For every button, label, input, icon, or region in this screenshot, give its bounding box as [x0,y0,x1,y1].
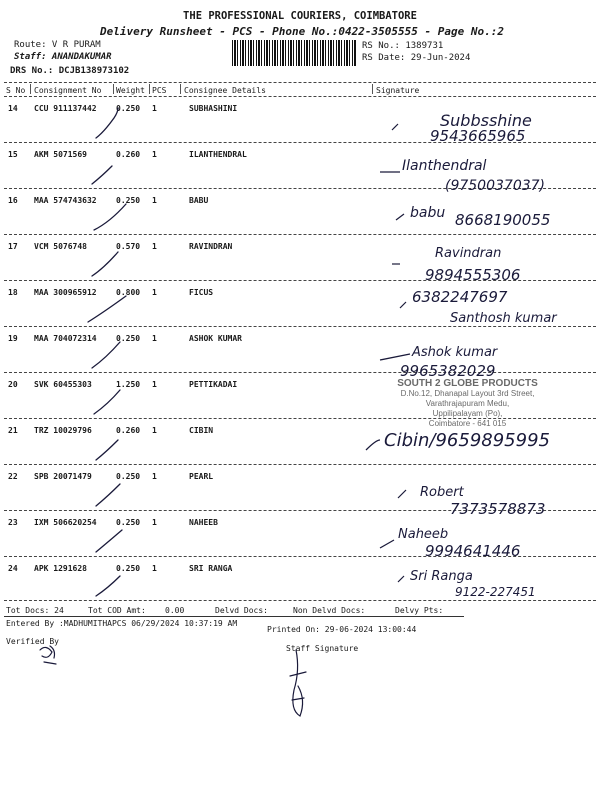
signature-15-phone: (9750037037) [445,178,545,194]
row-weight: 0.570 [116,242,141,251]
row-sno: 15 [8,150,18,159]
total-docs: Tot Docs: 24 [6,606,64,615]
signature-22-phone: 7373578873 [450,500,546,518]
row-sno: 24 [8,564,18,573]
row-pcs: 1 [152,104,157,113]
row-weight: 0.250 [116,196,141,205]
col-consignee: Consignee Details [184,86,266,95]
staff-signature [290,650,306,716]
signature-17-name: Ravindran [435,246,502,261]
signature-18-name: Santhosh kumar [450,311,557,326]
row-weight: 0.260 [116,426,141,435]
drs-number: DRS No.: DCJB138973102 [10,66,130,76]
row-pcs: 1 [152,288,157,297]
signature-14-name: Subbsshine [440,111,532,130]
row-consignment: MAA 574743632 [34,196,97,205]
row-consignment: APK 1291628 [34,564,87,573]
signature-18-phone: 6382247697 [412,288,508,306]
row-weight: 0.250 [116,334,141,343]
row-consignee: RAVINDRAN [189,242,233,251]
row-pcs: 1 [152,426,157,435]
row-consignee: CIBIN [189,426,214,435]
row-consignment: TRZ 10029796 [34,426,92,435]
row-consignee: FICUS [189,288,214,297]
signature-19-name: Ashok kumar [412,345,498,360]
row-weight: 0.250 [116,104,141,113]
row-sno: 14 [8,104,18,113]
row-consignee: BABU [189,196,209,205]
rs-date: RS Date: 29-Jun-2024 [362,53,471,63]
row-consignee: SRI RANGA [189,564,233,573]
signature-19-phone: 9965382029 [400,362,496,380]
row-weight: 0.250 [116,564,141,573]
row-consignment: SPB 20071479 [34,472,92,481]
row-consignment: MAA 704072314 [34,334,97,343]
verifier-signature [40,646,56,664]
delivery-points: Delvy Pts: [395,606,444,615]
row-sno: 17 [8,242,18,251]
runsheet-title: Delivery Runsheet - PCS - Phone No.:0422-3505555 - Page No.:2 [100,25,504,38]
row-weight: 0.260 [116,150,141,159]
row-consignment: IXM 506620254 [34,518,97,527]
verified-by-label: Verified By [6,637,59,646]
col-weight: Weight [116,86,145,95]
row-sno: 23 [8,518,18,527]
row-consignee: NAHEEB [189,518,218,527]
row-consignee: SUBHASHINI [189,104,238,113]
signature-24-phone: 9122-227451 [455,585,536,599]
row-consignment: SVK 60455303 [34,380,92,389]
row-sno: 20 [8,380,18,389]
signature-16-phone: 8668190055 [455,211,551,229]
row-sno: 21 [8,426,18,435]
non-delivered-docs: Non Delvd Docs: [293,606,366,615]
stamp-line: D.No.12, Dhanapal Layout 3rd Street, [400,389,535,398]
row-pcs: 1 [152,380,157,389]
stamp-line: Coimbatore - 641 015 [428,419,507,428]
row-pcs: 1 [152,242,157,251]
row-weight: 1.250 [116,380,141,389]
company-name: THE PROFESSIONAL COURIERS, COIMBATORE [183,10,417,22]
signature-24-name: Sri Ranga [410,569,473,584]
route-label: Route: V R PURAM [14,40,101,50]
row-consignment: CCU 911137442 [34,104,97,113]
row-weight: 0.800 [116,288,141,297]
total-cod-value: 0.00 [165,606,185,615]
stamp-line: Uppilipalayam (Po), [432,409,503,418]
col-consignment: Consignment No [34,86,102,95]
row-pcs: 1 [152,472,157,481]
signature-23-name: Naheeb [398,527,449,542]
row-pcs: 1 [152,518,157,527]
entered-by: Entered By :MADHUMITHAPCS 06/29/2024 10:37:19 AM [6,619,238,628]
row-sno: 18 [8,288,18,297]
col-pcs: PCS [152,86,167,95]
row-sno: 16 [8,196,18,205]
row-weight: 0.250 [116,518,141,527]
row-consignee: ASHOK KUMAR [189,334,242,343]
row-sno: 22 [8,472,18,481]
row-consignment: VCM 5076748 [34,242,87,251]
stamp-name: SOUTH 2 GLOBE PRODUCTS [397,378,538,389]
signature-23-phone: 9994641446 [425,542,521,560]
signature-16-name: babu [410,205,446,221]
signature-15-name: Ilanthendral [402,158,487,174]
row-pcs: 1 [152,334,157,343]
delivered-docs: Delvd Docs: [215,606,268,615]
staff-signature-label: Staff Signature [286,644,359,653]
printed-on: Printed On: 29-06-2024 13:00:44 [267,625,417,634]
row-consignment: AKM 5071569 [34,150,87,159]
row-sno: 19 [8,334,18,343]
rs-number: RS No.: 1389731 [362,41,444,51]
signature-17-phone: 9894555306 [425,266,521,284]
staff-label: Staff: ANANDAKUMAR [14,52,112,62]
total-cod-label: Tot COD Amt: [88,606,146,615]
col-sno: S No [6,86,26,95]
row-consignment: MAA 300965912 [34,288,97,297]
row-pcs: 1 [152,196,157,205]
row-pcs: 1 [152,150,157,159]
row-consignee: PETTIKADAI [189,380,238,389]
stamp-line: Varathrajapuram Medu, [425,399,510,408]
row-consignee: ILANTHENDRAL [189,150,247,159]
row-consignee: PEARL [189,472,214,481]
row-weight: 0.250 [116,472,141,481]
row-pcs: 1 [152,564,157,573]
signature-21: Cibin/9659895995 [384,430,550,451]
signature-14-phone: 9543665965 [430,127,526,145]
col-signature: Signature [376,86,420,95]
signature-22-name: Robert [420,485,464,500]
